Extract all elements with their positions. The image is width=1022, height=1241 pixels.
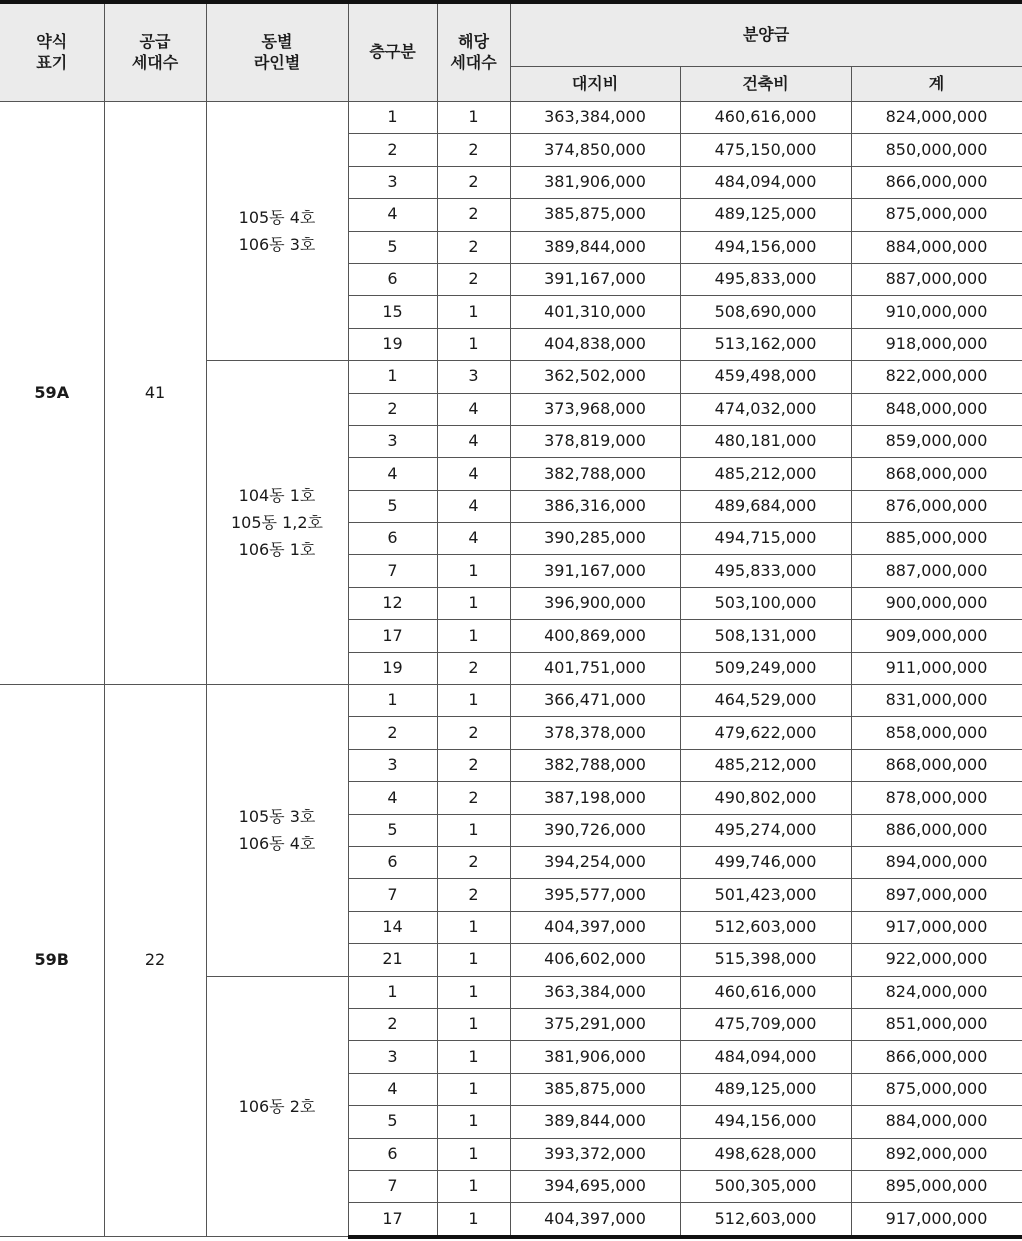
total-cell: 866,000,000: [851, 166, 1022, 198]
construction-cost-cell: 485,212,000: [680, 458, 851, 490]
unit-count-cell: 4: [437, 458, 510, 490]
header-construction-cost: 건축비: [680, 67, 851, 102]
building-line-cell: [206, 976, 348, 1237]
total-cell: 878,000,000: [851, 782, 1022, 814]
header-total: 계: [851, 67, 1022, 102]
land-cost-cell: 375,291,000: [510, 1008, 680, 1040]
total-cell: 894,000,000: [851, 846, 1022, 878]
supply-count-cell: 41: [104, 102, 206, 685]
construction-cost-cell: 513,162,000: [680, 328, 851, 360]
unit-count-cell: 1: [437, 814, 510, 846]
construction-cost-cell: 503,100,000: [680, 587, 851, 619]
floor-cell: 7: [348, 1170, 437, 1202]
unit-count-cell: 1: [437, 1073, 510, 1105]
building-line-label: 105동 4호: [238, 207, 316, 227]
construction-cost-cell: 494,156,000: [680, 1106, 851, 1138]
construction-cost-cell: 489,125,000: [680, 199, 851, 231]
supply-count-cell: 22: [104, 685, 206, 1237]
unit-count-cell: 2: [437, 652, 510, 684]
header-building-line: 동별 라인별: [206, 2, 348, 102]
unit-count-cell: 2: [437, 231, 510, 263]
land-cost-cell: 374,850,000: [510, 134, 680, 166]
total-cell: 848,000,000: [851, 393, 1022, 425]
land-cost-cell: 391,167,000: [510, 555, 680, 587]
floor-cell: 12: [348, 587, 437, 619]
land-cost-cell: 394,695,000: [510, 1170, 680, 1202]
land-cost-cell: 401,751,000: [510, 652, 680, 684]
total-cell: 824,000,000: [851, 102, 1022, 134]
land-cost-cell: 394,254,000: [510, 846, 680, 878]
unit-count-cell: 2: [437, 749, 510, 781]
total-cell: 917,000,000: [851, 1203, 1022, 1237]
header-floor: 층구분: [348, 2, 437, 102]
floor-cell: 1: [348, 102, 437, 134]
construction-cost-cell: 494,715,000: [680, 523, 851, 555]
floor-cell: 2: [348, 134, 437, 166]
construction-cost-cell: 475,150,000: [680, 134, 851, 166]
floor-cell: 21: [348, 944, 437, 976]
construction-cost-cell: 500,305,000: [680, 1170, 851, 1202]
unit-count-cell: 1: [437, 296, 510, 328]
construction-cost-cell: 499,746,000: [680, 846, 851, 878]
land-cost-cell: 382,788,000: [510, 458, 680, 490]
floor-cell: 2: [348, 717, 437, 749]
total-cell: 858,000,000: [851, 717, 1022, 749]
floor-cell: 3: [348, 425, 437, 457]
construction-cost-cell: 508,131,000: [680, 620, 851, 652]
total-cell: 887,000,000: [851, 263, 1022, 295]
construction-cost-cell: 484,094,000: [680, 1041, 851, 1073]
floor-cell: 14: [348, 911, 437, 943]
total-cell: 917,000,000: [851, 911, 1022, 943]
type-cell: 59B: [0, 685, 104, 1237]
construction-cost-cell: 509,249,000: [680, 652, 851, 684]
land-cost-cell: 404,397,000: [510, 1203, 680, 1237]
unit-count-cell: 1: [437, 1138, 510, 1170]
total-cell: 900,000,000: [851, 587, 1022, 619]
construction-cost-cell: 489,125,000: [680, 1073, 851, 1105]
land-cost-cell: 366,471,000: [510, 685, 680, 717]
total-cell: 918,000,000: [851, 328, 1022, 360]
floor-cell: 6: [348, 846, 437, 878]
floor-cell: 3: [348, 1041, 437, 1073]
land-cost-cell: 386,316,000: [510, 490, 680, 522]
land-cost-cell: 385,875,000: [510, 1073, 680, 1105]
building-line-label: 104동 1호: [238, 485, 316, 505]
total-cell: 875,000,000: [851, 199, 1022, 231]
floor-cell: 5: [348, 1106, 437, 1138]
total-cell: 866,000,000: [851, 1041, 1022, 1073]
land-cost-cell: 395,577,000: [510, 879, 680, 911]
header-land-cost: 대지비: [510, 67, 680, 102]
land-cost-cell: 387,198,000: [510, 782, 680, 814]
construction-cost-cell: 460,616,000: [680, 102, 851, 134]
header-unit-count: 해당 세대수: [437, 2, 510, 102]
total-cell: 831,000,000: [851, 685, 1022, 717]
unit-count-cell: 1: [437, 1041, 510, 1073]
land-cost-cell: 362,502,000: [510, 361, 680, 393]
total-cell: 910,000,000: [851, 296, 1022, 328]
floor-cell: 19: [348, 328, 437, 360]
total-cell: 897,000,000: [851, 879, 1022, 911]
unit-count-cell: 2: [437, 717, 510, 749]
floor-cell: 5: [348, 814, 437, 846]
table-row: [0, 685, 1022, 717]
total-cell: 876,000,000: [851, 490, 1022, 522]
construction-cost-cell: 484,094,000: [680, 166, 851, 198]
floor-cell: 5: [348, 490, 437, 522]
floor-cell: 1: [348, 361, 437, 393]
total-cell: 887,000,000: [851, 555, 1022, 587]
floor-cell: 4: [348, 1073, 437, 1105]
construction-cost-cell: 479,622,000: [680, 717, 851, 749]
floor-cell: 7: [348, 879, 437, 911]
table-body: [0, 102, 1022, 1237]
total-cell: 886,000,000: [851, 814, 1022, 846]
total-cell: 824,000,000: [851, 976, 1022, 1008]
construction-cost-cell: 512,603,000: [680, 911, 851, 943]
floor-cell: 5: [348, 231, 437, 263]
land-cost-cell: 393,372,000: [510, 1138, 680, 1170]
construction-cost-cell: 480,181,000: [680, 425, 851, 457]
construction-cost-cell: 464,529,000: [680, 685, 851, 717]
land-cost-cell: 400,869,000: [510, 620, 680, 652]
table-header: [0, 2, 1022, 102]
construction-cost-cell: 485,212,000: [680, 749, 851, 781]
unit-count-cell: 1: [437, 1203, 510, 1237]
floor-cell: 7: [348, 555, 437, 587]
unit-count-cell: 1: [437, 555, 510, 587]
construction-cost-cell: 494,156,000: [680, 231, 851, 263]
floor-cell: 1: [348, 976, 437, 1008]
building-line-label: 105동 1,2호: [231, 512, 323, 532]
floor-cell: 19: [348, 652, 437, 684]
unit-count-cell: 1: [437, 328, 510, 360]
building-line-label: 106동 1호: [238, 540, 316, 560]
total-cell: 909,000,000: [851, 620, 1022, 652]
unit-count-cell: 1: [437, 685, 510, 717]
total-cell: 895,000,000: [851, 1170, 1022, 1202]
unit-count-cell: 2: [437, 879, 510, 911]
floor-cell: 3: [348, 166, 437, 198]
building-line-label: 106동 4호: [238, 834, 316, 854]
land-cost-cell: 401,310,000: [510, 296, 680, 328]
unit-count-cell: 4: [437, 523, 510, 555]
floor-cell: 1: [348, 685, 437, 717]
total-cell: 922,000,000: [851, 944, 1022, 976]
total-cell: 868,000,000: [851, 458, 1022, 490]
land-cost-cell: 378,819,000: [510, 425, 680, 457]
construction-cost-cell: 512,603,000: [680, 1203, 851, 1237]
construction-cost-cell: 495,833,000: [680, 263, 851, 295]
unit-count-cell: 4: [437, 425, 510, 457]
unit-count-cell: 2: [437, 134, 510, 166]
unit-count-cell: 1: [437, 587, 510, 619]
unit-count-cell: 1: [437, 944, 510, 976]
floor-cell: 4: [348, 782, 437, 814]
construction-cost-cell: 495,274,000: [680, 814, 851, 846]
floor-cell: 15: [348, 296, 437, 328]
unit-count-cell: 1: [437, 976, 510, 1008]
unit-count-cell: 2: [437, 782, 510, 814]
unit-count-cell: 1: [437, 911, 510, 943]
total-cell: 850,000,000: [851, 134, 1022, 166]
land-cost-cell: 381,906,000: [510, 1041, 680, 1073]
unit-count-cell: 1: [437, 1008, 510, 1040]
land-cost-cell: 363,384,000: [510, 102, 680, 134]
construction-cost-cell: 460,616,000: [680, 976, 851, 1008]
floor-cell: 2: [348, 1008, 437, 1040]
construction-cost-cell: 490,802,000: [680, 782, 851, 814]
land-cost-cell: 373,968,000: [510, 393, 680, 425]
unit-count-cell: 2: [437, 166, 510, 198]
construction-cost-cell: 515,398,000: [680, 944, 851, 976]
land-cost-cell: 404,838,000: [510, 328, 680, 360]
total-cell: 911,000,000: [851, 652, 1022, 684]
total-cell: 875,000,000: [851, 1073, 1022, 1105]
type-cell: 59A: [0, 102, 104, 685]
land-cost-cell: 404,397,000: [510, 911, 680, 943]
construction-cost-cell: 489,684,000: [680, 490, 851, 522]
building-line-label: 105동 3호: [238, 807, 316, 827]
building-line-cell: [206, 361, 348, 685]
header-sale-price: 분양금: [510, 2, 1022, 67]
construction-cost-cell: 495,833,000: [680, 555, 851, 587]
header-supply-count: 공급 세대수: [104, 2, 206, 102]
land-cost-cell: 382,788,000: [510, 749, 680, 781]
total-cell: 884,000,000: [851, 231, 1022, 263]
floor-cell: 17: [348, 620, 437, 652]
floor-cell: 6: [348, 523, 437, 555]
floor-cell: 17: [348, 1203, 437, 1237]
unit-count-cell: 2: [437, 263, 510, 295]
unit-count-cell: 4: [437, 490, 510, 522]
total-cell: 885,000,000: [851, 523, 1022, 555]
unit-count-cell: 4: [437, 393, 510, 425]
land-cost-cell: 406,602,000: [510, 944, 680, 976]
construction-cost-cell: 508,690,000: [680, 296, 851, 328]
floor-cell: 4: [348, 458, 437, 490]
construction-cost-cell: 474,032,000: [680, 393, 851, 425]
land-cost-cell: 396,900,000: [510, 587, 680, 619]
building-line-label: 106동 2호: [238, 1096, 316, 1116]
unit-count-cell: 3: [437, 361, 510, 393]
land-cost-cell: 391,167,000: [510, 263, 680, 295]
building-line-cell: [206, 685, 348, 977]
floor-cell: 4: [348, 199, 437, 231]
construction-cost-cell: 459,498,000: [680, 361, 851, 393]
land-cost-cell: 390,726,000: [510, 814, 680, 846]
total-cell: 884,000,000: [851, 1106, 1022, 1138]
unit-count-cell: 1: [437, 102, 510, 134]
land-cost-cell: 389,844,000: [510, 231, 680, 263]
floor-cell: 2: [348, 393, 437, 425]
unit-count-cell: 2: [437, 199, 510, 231]
unit-count-cell: 1: [437, 1170, 510, 1202]
floor-cell: 6: [348, 263, 437, 295]
land-cost-cell: 381,906,000: [510, 166, 680, 198]
land-cost-cell: 378,378,000: [510, 717, 680, 749]
unit-count-cell: 2: [437, 846, 510, 878]
land-cost-cell: 389,844,000: [510, 1106, 680, 1138]
table-row: [0, 102, 1022, 134]
unit-count-cell: 1: [437, 1106, 510, 1138]
building-line-label: 106동 3호: [238, 235, 316, 255]
total-cell: 822,000,000: [851, 361, 1022, 393]
total-cell: 851,000,000: [851, 1008, 1022, 1040]
land-cost-cell: 385,875,000: [510, 199, 680, 231]
unit-count-cell: 1: [437, 620, 510, 652]
construction-cost-cell: 475,709,000: [680, 1008, 851, 1040]
construction-cost-cell: 498,628,000: [680, 1138, 851, 1170]
construction-cost-cell: 501,423,000: [680, 879, 851, 911]
building-line-cell: [206, 102, 348, 361]
total-cell: 868,000,000: [851, 749, 1022, 781]
total-cell: 892,000,000: [851, 1138, 1022, 1170]
floor-cell: 3: [348, 749, 437, 781]
land-cost-cell: 363,384,000: [510, 976, 680, 1008]
total-cell: 859,000,000: [851, 425, 1022, 457]
land-cost-cell: 390,285,000: [510, 523, 680, 555]
floor-cell: 6: [348, 1138, 437, 1170]
header-type: 약식 표기: [0, 2, 104, 102]
